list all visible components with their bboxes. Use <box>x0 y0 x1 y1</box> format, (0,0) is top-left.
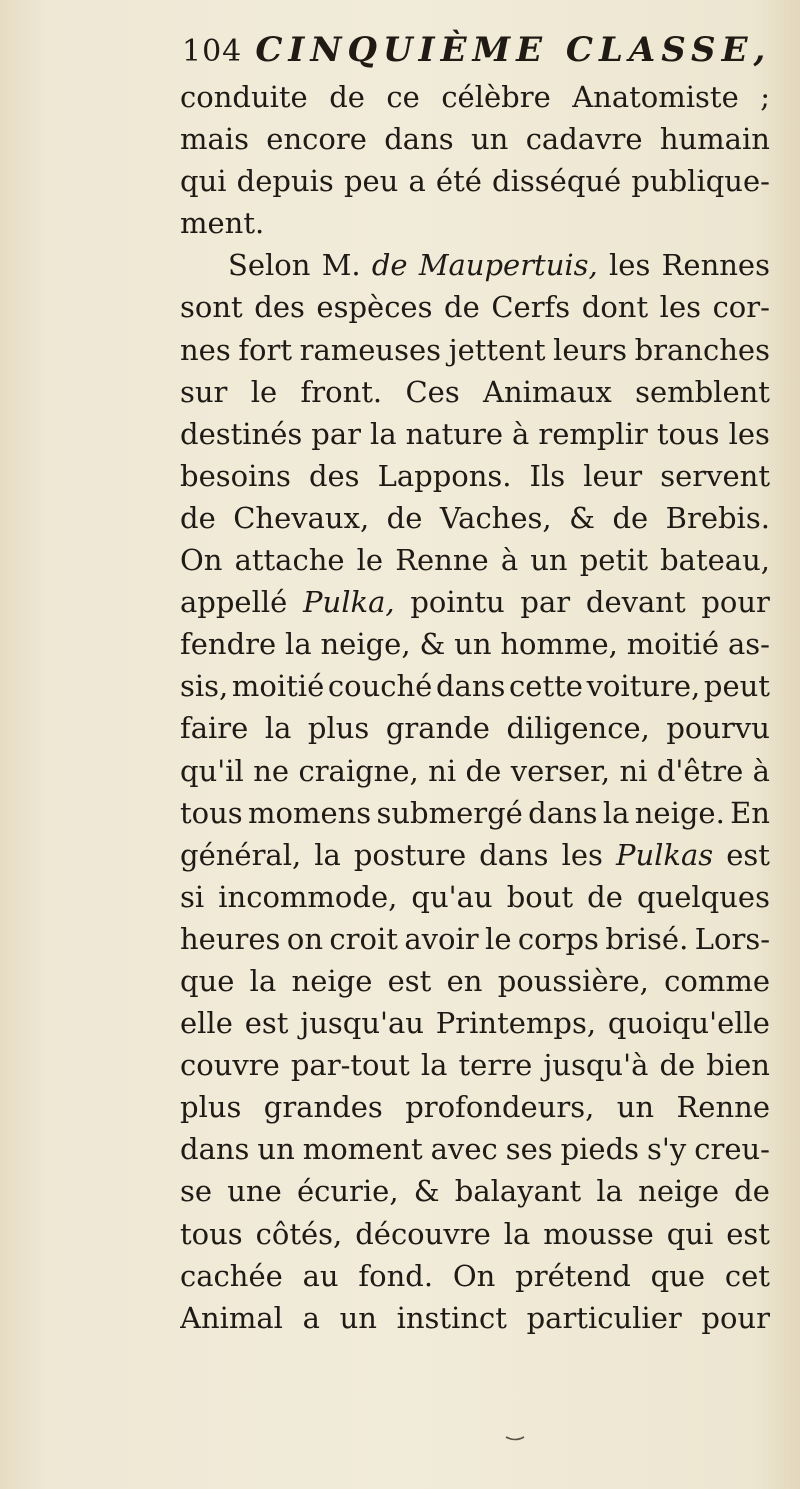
word: front. <box>300 374 383 409</box>
word: M. <box>321 248 361 283</box>
word: d'être <box>656 753 744 788</box>
word: des <box>254 290 305 325</box>
word: un <box>616 1090 655 1125</box>
word: pour <box>701 585 770 620</box>
word: que <box>180 963 235 998</box>
word: si <box>180 879 205 914</box>
word: On <box>180 543 223 578</box>
word: cor- <box>712 290 770 325</box>
text-line <box>180 960 770 1002</box>
word: Renne <box>395 543 489 578</box>
word: cet <box>724 1258 770 1293</box>
word: Maupertuis, <box>418 248 598 283</box>
word: un <box>257 1132 295 1167</box>
text-line <box>180 1128 770 1170</box>
word: diligence, <box>506 711 650 746</box>
word: la <box>314 837 341 872</box>
word: corps <box>517 921 599 956</box>
word: Pulkas <box>615 837 714 872</box>
word: s'y <box>647 1132 687 1167</box>
word: pourvu <box>666 711 770 746</box>
word: cadavre <box>525 122 643 157</box>
word: bout <box>506 879 574 914</box>
word: par <box>311 416 362 451</box>
word: de <box>444 290 480 325</box>
word: la <box>596 1174 623 1209</box>
word: faire <box>180 711 249 746</box>
word: humain <box>659 122 770 157</box>
word: la <box>370 416 397 451</box>
text-line <box>180 1213 770 1255</box>
word: la <box>285 627 312 662</box>
word: heures <box>180 921 281 956</box>
word: moment <box>302 1132 423 1167</box>
text-line <box>180 1044 770 1086</box>
text-line <box>180 539 770 581</box>
word: verser, <box>510 753 611 788</box>
word: célèbre <box>441 80 551 114</box>
word: que <box>650 1258 706 1293</box>
word: ment. <box>180 206 265 241</box>
word: neige. <box>634 795 725 830</box>
text-line <box>180 707 770 749</box>
word: comme <box>664 963 770 998</box>
word: on <box>286 921 323 956</box>
word: dans <box>479 837 549 872</box>
word: attache <box>234 543 345 578</box>
word: appellé <box>180 585 288 620</box>
word: conduite <box>180 80 308 114</box>
word: dont <box>581 290 649 325</box>
word: a <box>302 1300 320 1335</box>
word: posture <box>353 837 467 872</box>
word: est <box>726 837 770 872</box>
text-line <box>180 918 770 960</box>
text-line <box>180 286 770 328</box>
word: est <box>387 963 432 998</box>
word: petit <box>579 543 648 578</box>
word: dans <box>435 669 506 704</box>
word: jusqu'au <box>300 1006 424 1041</box>
word: le <box>356 543 384 578</box>
text-line <box>180 1002 770 1044</box>
word: nature <box>405 416 503 451</box>
word: croit <box>329 921 398 956</box>
word: un <box>530 543 568 578</box>
word: ses <box>505 1132 553 1167</box>
word: côtés, <box>255 1216 343 1251</box>
text-line <box>180 1297 770 1339</box>
word: depuis <box>236 164 334 199</box>
text-line <box>180 1170 770 1212</box>
text-line <box>180 497 770 539</box>
text-line <box>180 413 770 455</box>
word: général, <box>180 837 302 872</box>
word: elle <box>180 1006 233 1041</box>
word: servent <box>660 458 770 493</box>
word: Anatomiste <box>572 80 739 114</box>
word: Printemps, <box>435 1006 597 1041</box>
word: remplir <box>538 416 648 451</box>
word: prétend <box>515 1258 631 1293</box>
word: de <box>612 500 649 535</box>
word: homme, <box>500 627 618 662</box>
text-line <box>180 244 770 286</box>
word: leurs <box>553 332 628 367</box>
text-line <box>180 876 770 918</box>
word: Vaches, <box>439 500 552 535</box>
word: la <box>264 711 292 746</box>
word: des <box>308 458 360 493</box>
word: les <box>728 416 770 451</box>
word: encore <box>266 122 367 157</box>
word: de <box>734 1174 770 1209</box>
word: ; <box>760 80 770 114</box>
word: & <box>419 627 446 662</box>
word: Ces <box>405 374 460 409</box>
word: instinct <box>396 1300 507 1335</box>
word: destinés <box>180 416 303 451</box>
word: couvre <box>180 1048 280 1083</box>
word: semblent <box>635 374 770 409</box>
word: Cerfs <box>491 290 571 325</box>
word: tous <box>180 795 243 830</box>
word: incommode, <box>218 879 398 914</box>
word: fort <box>238 332 293 367</box>
word: rameuses <box>299 332 442 367</box>
word: de <box>587 879 623 914</box>
word: espèces <box>316 290 433 325</box>
word: terre <box>458 1048 533 1083</box>
text-line <box>180 329 770 371</box>
word: dans <box>384 122 454 157</box>
page-number: 104 <box>182 34 243 69</box>
text-line <box>180 792 770 834</box>
text-line <box>180 202 770 244</box>
word: la <box>503 1216 531 1251</box>
word: quelques <box>636 879 770 914</box>
word: plus <box>180 1090 242 1125</box>
word: les <box>659 290 701 325</box>
word: à <box>512 416 530 451</box>
word: qui <box>666 1216 714 1251</box>
word: particulier <box>526 1300 682 1335</box>
word: les <box>609 248 651 283</box>
word: as- <box>727 627 770 662</box>
word: submergé <box>376 795 523 830</box>
word: moitié <box>626 627 720 662</box>
text-line <box>180 1255 770 1297</box>
word: de <box>659 1048 696 1083</box>
word: la <box>420 1048 448 1083</box>
word: qu'il <box>180 753 244 788</box>
word: Chevaux, <box>233 500 370 535</box>
word: On <box>452 1258 496 1293</box>
word: qui <box>180 164 227 199</box>
word: les <box>561 837 603 872</box>
word: Animaux <box>483 374 612 409</box>
word: est <box>244 1006 289 1041</box>
word: pointu <box>410 585 505 620</box>
word: En <box>730 795 770 830</box>
word: de <box>180 500 216 535</box>
word: pieds <box>560 1132 640 1167</box>
word: un <box>339 1300 377 1335</box>
word: neige <box>638 1174 719 1209</box>
word: la <box>249 963 277 998</box>
word: de <box>465 753 502 788</box>
text-line <box>180 118 770 160</box>
word: peu <box>343 164 399 199</box>
word: qu'au <box>411 879 493 914</box>
word: le <box>485 921 512 956</box>
word: Ils <box>529 458 566 493</box>
word: moitié <box>231 669 325 704</box>
word: au <box>302 1258 339 1293</box>
word: neige <box>291 963 373 998</box>
word: besoins <box>180 458 291 493</box>
tail-ornament-icon <box>505 1436 525 1442</box>
word: fond. <box>358 1258 434 1293</box>
word: branches <box>634 332 770 367</box>
word: le <box>250 374 278 409</box>
page-header <box>182 30 771 70</box>
word: mais <box>180 122 249 157</box>
word: momens <box>247 795 372 830</box>
word: Rennes <box>661 248 770 283</box>
word: sur <box>180 374 228 409</box>
word: publique- <box>631 164 770 199</box>
word: découvre <box>355 1216 491 1251</box>
word: Animal <box>180 1300 283 1335</box>
word: sont <box>180 290 243 325</box>
word: quoiqu'elle <box>607 1006 770 1041</box>
word: a <box>408 164 426 199</box>
running-head: CINQUIÈME CLASSE, <box>255 30 772 70</box>
word: devant <box>585 585 686 620</box>
word: & <box>413 1174 440 1209</box>
word: ni <box>619 753 648 788</box>
word: Lappons. <box>377 458 512 493</box>
text-line <box>180 581 770 623</box>
word: bien <box>706 1048 770 1083</box>
word: Pulka, <box>303 585 395 620</box>
word: disséqué <box>492 164 622 199</box>
word: jettent <box>448 332 546 367</box>
word: à <box>500 543 519 578</box>
word: brisé. <box>605 921 689 956</box>
word: plus <box>307 711 370 746</box>
word: tous <box>656 416 720 451</box>
word: tous <box>180 1216 243 1251</box>
word: craigne, <box>298 753 419 788</box>
word: cette <box>509 669 583 704</box>
word: par-tout <box>290 1048 410 1083</box>
word: mousse <box>543 1216 654 1251</box>
word: une <box>227 1174 282 1209</box>
word: ni <box>428 753 457 788</box>
word: avoir <box>404 921 479 956</box>
word: pour <box>701 1300 770 1335</box>
word: est <box>726 1216 770 1251</box>
text-line <box>180 76 770 118</box>
text-line <box>180 750 770 792</box>
word: grande <box>385 711 490 746</box>
text-line <box>180 455 770 497</box>
word: un <box>470 122 509 157</box>
word: à <box>752 753 770 788</box>
word: bateau, <box>660 543 770 578</box>
word: nes <box>180 332 231 367</box>
word: de <box>371 248 408 283</box>
word: leur <box>583 458 643 493</box>
word: dans <box>528 795 598 830</box>
text-line <box>180 1086 770 1128</box>
word: neige, <box>320 627 411 662</box>
word: voiture, <box>586 669 701 704</box>
word: se <box>180 1174 213 1209</box>
word: Renne <box>676 1090 770 1125</box>
word: de <box>386 500 423 535</box>
text-line <box>180 623 770 665</box>
word: poussière, <box>497 963 649 998</box>
word: fendre <box>180 627 277 662</box>
word: grandes <box>263 1090 383 1125</box>
word: creu- <box>694 1132 770 1167</box>
word: sis, <box>180 669 229 704</box>
word: un <box>454 627 492 662</box>
word: Brebis. <box>665 500 770 535</box>
word: en <box>446 963 483 998</box>
word: été <box>435 164 482 199</box>
word: Selon <box>228 248 311 283</box>
word: & <box>569 500 595 535</box>
word: cachée <box>180 1258 283 1293</box>
word: jusqu'à <box>543 1048 649 1083</box>
body-text <box>180 76 770 1339</box>
text-line <box>180 160 770 202</box>
word: écurie, <box>296 1174 399 1209</box>
word: par <box>520 585 571 620</box>
word: couché <box>327 669 433 704</box>
text-line <box>180 371 770 413</box>
word: ce <box>386 80 420 114</box>
word: la <box>602 795 630 830</box>
word: peut <box>703 669 770 704</box>
text-line <box>180 665 770 707</box>
word: balayant <box>454 1174 582 1209</box>
word: avec <box>430 1132 498 1167</box>
text-line <box>180 834 770 876</box>
word: dans <box>180 1132 250 1167</box>
word: Lors- <box>694 921 770 956</box>
word: profondeurs, <box>405 1090 595 1125</box>
word: de <box>329 80 365 114</box>
word: ne <box>253 753 290 788</box>
